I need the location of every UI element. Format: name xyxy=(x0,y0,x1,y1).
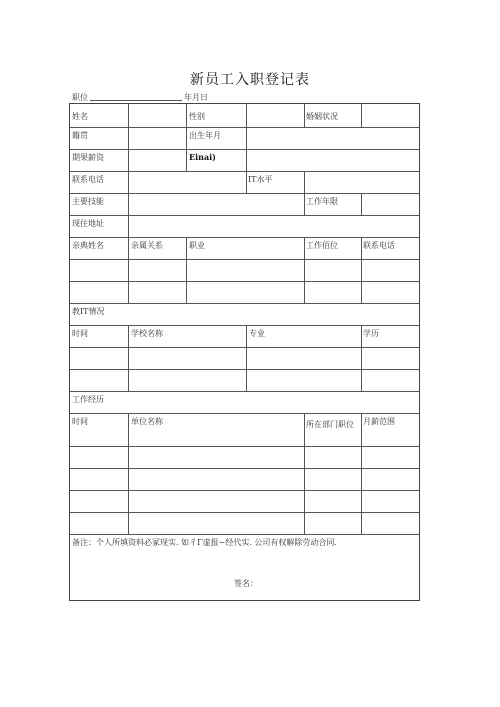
work-time-header: 时间 xyxy=(72,417,88,426)
row-line xyxy=(70,468,419,469)
edu-major-header: 专业 xyxy=(249,329,265,338)
col-line xyxy=(304,413,305,534)
address-label: 现住地址 xyxy=(72,219,104,228)
col-line xyxy=(128,413,129,534)
birth-label: 出生年月 xyxy=(189,131,221,140)
gender-field[interactable] xyxy=(247,105,303,126)
edu-time-header: 时间 xyxy=(72,329,88,338)
position-field[interactable] xyxy=(90,92,182,101)
col-line xyxy=(246,171,247,193)
edu-school-header: 学校名称 xyxy=(131,329,163,338)
work-company-header: 单位名称 xyxy=(131,417,163,426)
marital-field[interactable] xyxy=(362,105,418,126)
col-line xyxy=(186,104,187,127)
row-line xyxy=(70,391,419,392)
years-field[interactable] xyxy=(362,194,418,215)
address-field[interactable] xyxy=(129,216,418,237)
col-line xyxy=(304,237,305,303)
hometown-label: 籍贯 xyxy=(72,131,88,140)
salary-field[interactable] xyxy=(129,150,185,171)
col-line xyxy=(361,325,362,391)
skills-label: 主要技能 xyxy=(72,197,104,206)
col-line xyxy=(361,237,362,303)
email-field[interactable] xyxy=(247,150,418,171)
date-label: 年月日 xyxy=(184,93,208,102)
work-unit-header: 工作佰位 xyxy=(306,241,338,250)
skills-field[interactable] xyxy=(129,194,303,215)
row-line xyxy=(70,446,419,447)
phone-field[interactable] xyxy=(129,172,245,193)
col-line xyxy=(304,104,305,127)
remarks-text: 备注：个人所填资料必冢现实. 如彳Γ虚报~经代实. 公司有权解除劳动合同. xyxy=(72,538,337,547)
row-line xyxy=(70,303,419,304)
page-title: 新员工入职登记表 xyxy=(190,72,310,88)
marital-label: 婚姻状况 xyxy=(306,112,338,121)
row-line xyxy=(70,347,419,348)
it-label xyxy=(248,175,273,184)
salary-label: 期果薪资 xyxy=(72,153,104,162)
row-line xyxy=(70,512,419,513)
row-line xyxy=(70,281,419,282)
signature-field[interactable] xyxy=(262,574,362,590)
education-section-title: 教IT情况 xyxy=(72,307,105,316)
birth-field[interactable] xyxy=(247,128,418,149)
registration-form xyxy=(69,103,420,601)
years-label: 工作年限 xyxy=(306,197,338,206)
col-line xyxy=(246,325,247,391)
row-line xyxy=(70,490,419,491)
name-field[interactable] xyxy=(129,105,185,126)
name-label: 姓名 xyxy=(72,112,88,121)
row-line xyxy=(70,369,419,370)
col-line xyxy=(361,413,362,534)
header-line xyxy=(72,92,208,103)
phone-label: 联系电话 xyxy=(72,175,104,184)
row-line xyxy=(70,259,419,260)
signature-label: 签名： xyxy=(234,579,258,588)
col-line xyxy=(186,237,187,303)
work-salary-header: 月薪范围 xyxy=(363,417,395,426)
occupation-header: 职业 xyxy=(189,241,205,250)
row-line xyxy=(70,237,419,238)
col-line xyxy=(186,127,187,171)
position-label: 职位 xyxy=(72,93,88,102)
work-dept-header: 所在部门职位 xyxy=(306,420,354,429)
col-line xyxy=(304,193,305,215)
contact-header: 联系电话 xyxy=(363,241,395,250)
edu-degree-header: 学历 xyxy=(363,329,379,338)
hometown-field[interactable] xyxy=(129,128,185,149)
row-line xyxy=(70,534,419,535)
col-line xyxy=(128,325,129,391)
work-section-title: 工作经历 xyxy=(72,395,104,404)
relation-header: 亲属关系 xyxy=(131,241,163,250)
it-label-text: IT水平 xyxy=(248,175,273,184)
relative-name-header: 亲典姓名 xyxy=(72,241,104,250)
col-line xyxy=(128,237,129,303)
row-line xyxy=(70,325,419,326)
gender-label: 性别 xyxy=(189,112,205,121)
it-field[interactable] xyxy=(305,172,418,193)
email-label: Einai) xyxy=(189,152,216,162)
row-line xyxy=(70,413,419,414)
